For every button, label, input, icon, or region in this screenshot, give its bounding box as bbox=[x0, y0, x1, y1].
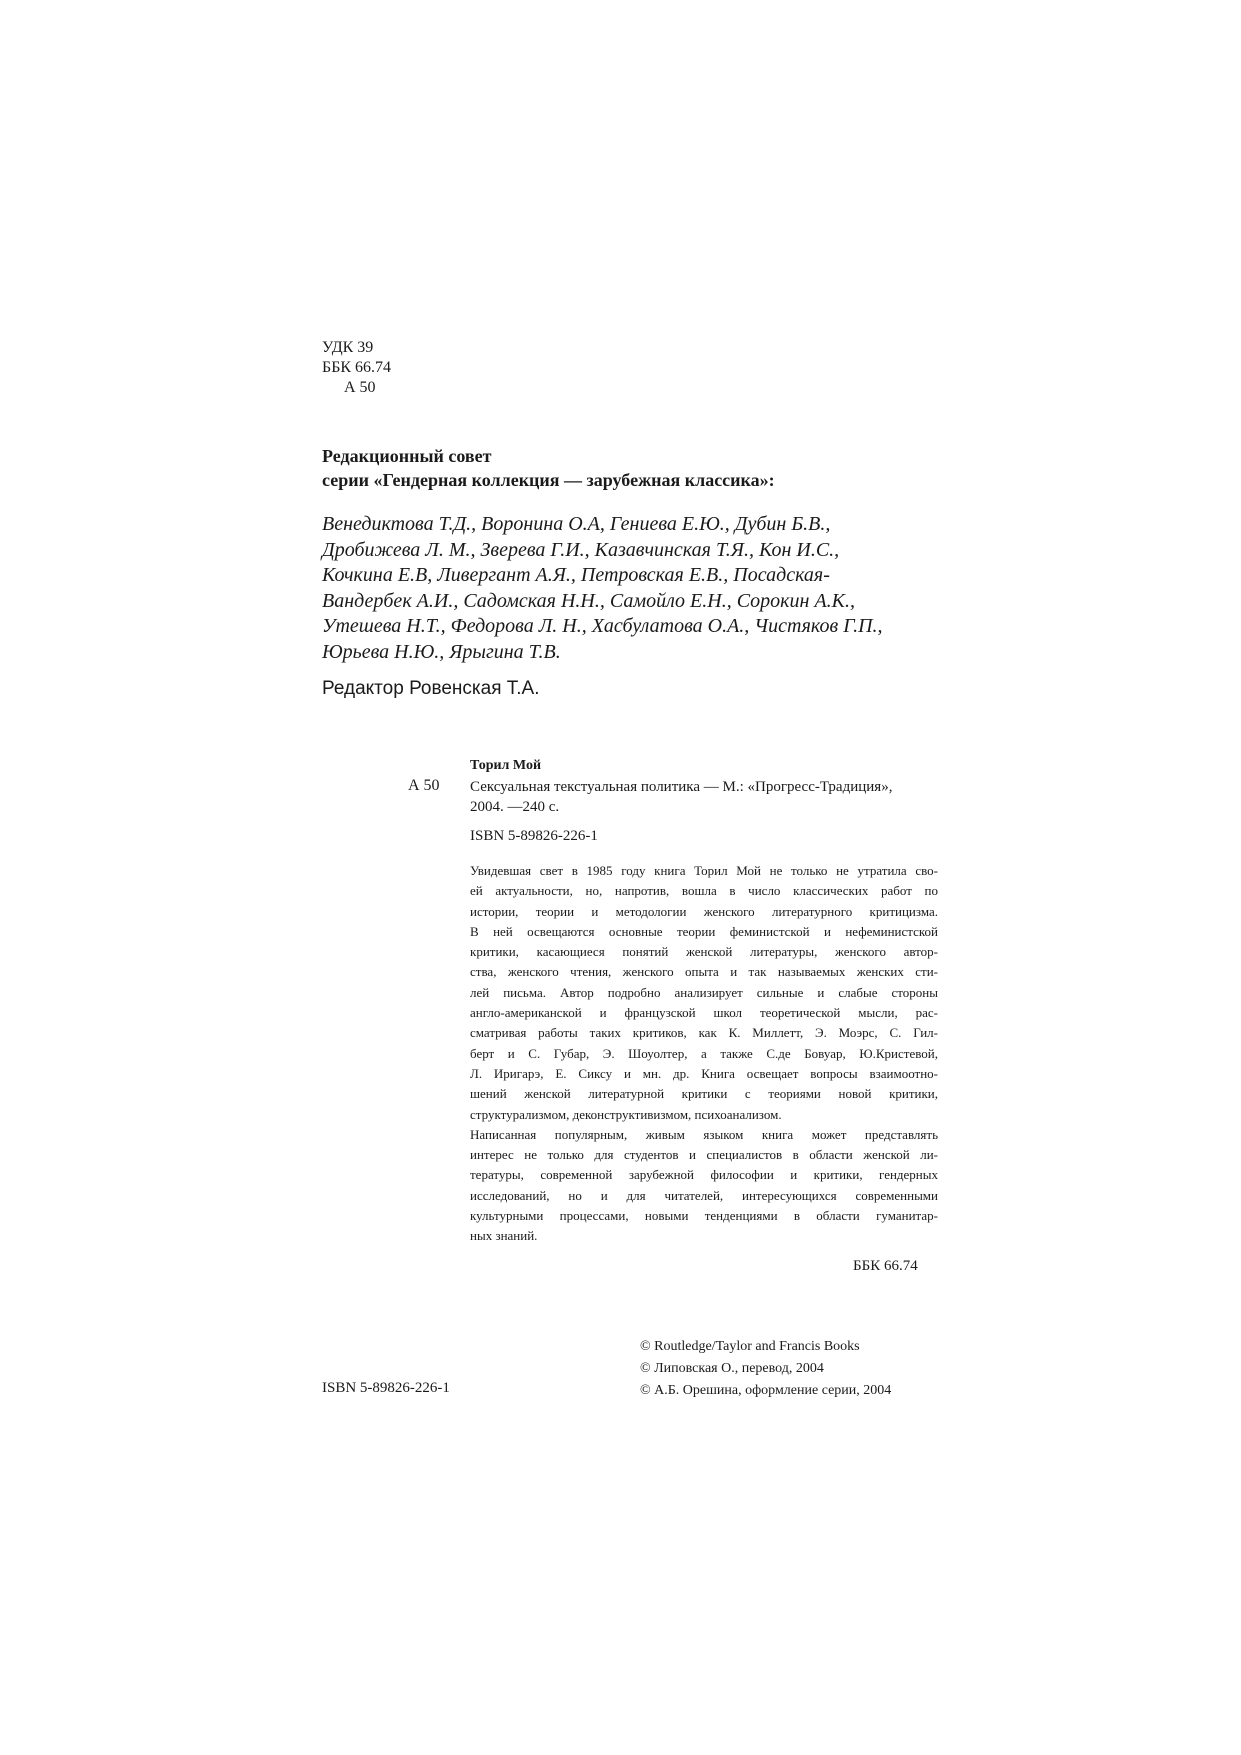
card-author-sign: А 50 bbox=[408, 777, 440, 794]
abstract-line: Увидевшая свет в 1985 году книга Торил Мой не только не утратила сво- bbox=[470, 863, 938, 878]
abstract-line: берт и С. Губар, Э. Шоуолтер, а также С.де Бовуар, Ю.Кристевой, bbox=[470, 1045, 938, 1061]
abstract-line: ства, женского чтения, женского опыта и так называемых женских сти- bbox=[470, 964, 938, 980]
copyright-notices bbox=[640, 1336, 891, 1402]
copyright-line: © Routledge/Taylor and Francis Books bbox=[640, 1339, 860, 1354]
board-heading-line-2: серии «Гендерная коллекция — зарубежная классика»: bbox=[322, 470, 775, 490]
classification-codes bbox=[322, 338, 391, 398]
abstract-line: шений женской литературной критики с теориями новой критики, bbox=[470, 1086, 938, 1102]
book-abstract bbox=[470, 861, 938, 1247]
card-bbk-code: ББК 66.74 bbox=[853, 1258, 918, 1274]
members-line: Дробижева Л. М., Зверева Г.И., Казавчинская Т.Я., Кон И.С., bbox=[322, 538, 840, 561]
abstract-line: лей письма. Автор подробно анализирует сильные и слабые стороны bbox=[470, 984, 938, 1000]
members-line: Венедиктова Т.Д., Воронина О.А, Гениева Е.Ю., Дубин Б.В., bbox=[322, 513, 831, 535]
card-title-line: 2004. —240 с. bbox=[470, 799, 560, 815]
card-title bbox=[470, 777, 940, 817]
bbk-code: ББК 66.74 bbox=[322, 359, 392, 376]
abstract-line: сматривая работы таких критиков, как К. Миллетт, Э. Моэрс, С. Гил- bbox=[470, 1025, 938, 1041]
author-sign: А 50 bbox=[344, 379, 376, 396]
copyright-line: © Липовская О., перевод, 2004 bbox=[640, 1361, 824, 1376]
abstract-line: Написанная популярным, живым языком книга может представлять bbox=[470, 1126, 938, 1142]
members-line: Кочкина Е.В, Ливергант А.Я., Петровская Е.В., Посадская- bbox=[322, 564, 830, 586]
abstract-line: критики, касающиеся понятий женской литературы, женского автор- bbox=[470, 944, 938, 960]
card-isbn: ISBN 5-89826-226-1 bbox=[470, 828, 598, 844]
udk-code: УДК 39 bbox=[322, 339, 374, 356]
abstract-line: Л. Иригарэ, Е. Сиксу и мн. др. Книга освещает вопросы взаимоотно- bbox=[470, 1065, 938, 1081]
abstract-line: культурными процессами, новыми тенденциями в области гуманитар- bbox=[470, 1208, 938, 1224]
abstract-line: В ней освещаются основные теории феминистской и нефеминистской bbox=[470, 923, 938, 939]
abstract-line: ных знаний. bbox=[470, 1228, 538, 1244]
editorial-board-heading bbox=[322, 444, 775, 492]
copyright-line: © А.Б. Орешина, оформление серии, 2004 bbox=[640, 1383, 892, 1398]
abstract-line: тературы, современной зарубежной философии и критики, гендерных bbox=[470, 1167, 938, 1183]
board-heading-line-1: Редакционный совет bbox=[322, 446, 492, 466]
editorial-board-members bbox=[322, 512, 962, 665]
card-author: Торил Мой bbox=[470, 758, 542, 773]
editor-credit: Редактор Ровенская Т.А. bbox=[322, 678, 540, 699]
card-title-line: Сексуальная текстуальная политика — М.: «Прогресс-Традиция», bbox=[470, 779, 893, 795]
abstract-line: исследований, но и для читателей, интересующихся современными bbox=[470, 1187, 938, 1203]
abstract-line: структурализмом, деконструктивизмом, психоанализом. bbox=[470, 1106, 782, 1122]
members-line: Юрьева Н.Ю., Ярыгина Т.В. bbox=[322, 640, 561, 663]
abstract-line: интерес не только для студентов и специалистов в области женской ли- bbox=[470, 1147, 938, 1163]
abstract-line: истории, теории и методологии женского литературного критицизма. bbox=[470, 903, 938, 919]
abstract-line: ей актуальности, но, напротив, вошла в число классических работ по bbox=[470, 883, 938, 899]
members-line: Утешева Н.Т., Федорова Л. Н., Хасбулатова О.А., Чистяков Г.П., bbox=[322, 615, 883, 637]
isbn-footer: ISBN 5-89826-226-1 bbox=[322, 1380, 450, 1396]
abstract-line: англо-американской и французской школ теоретической мысли, рас- bbox=[470, 1005, 938, 1021]
members-line: Вандербек А.И., Садомская Н.Н., Самойло Е.Н., Сорокин А.К., bbox=[322, 589, 855, 612]
